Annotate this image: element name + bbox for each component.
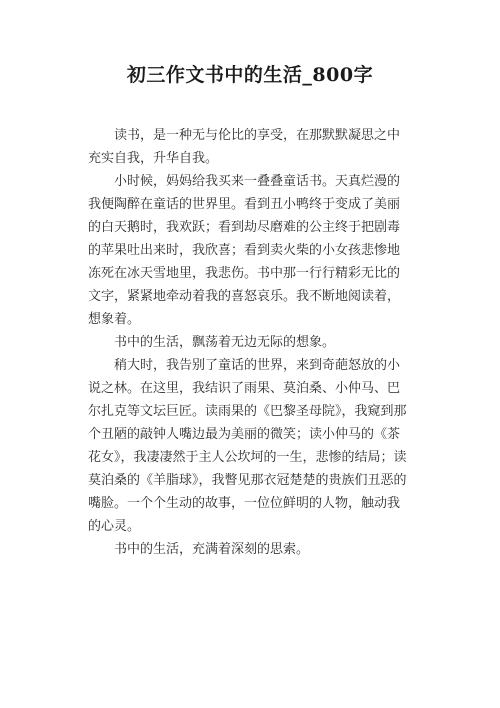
paragraph-1: 读书，是一种无与伦比的享受，在那默默凝思之中充实自我，升华自我。	[88, 128, 401, 166]
paragraph-5: 书中的生活，充满着深刻的思索。	[114, 542, 310, 557]
article-body	[88, 124, 412, 561]
page-title: 初三作文书中的生活_800字	[126, 64, 374, 86]
paragraph-2: 小时候，妈妈给我买来一叠叠童话书。天真烂漫的我便陶醉在童话的世界里。看到丑小鸭终于变成了美丽的白天鹅时，我欢跃；看到劫尽磨难的公主终于把剧毒的苹果吐出来时，我欣喜；看到卖火柴的小女孩悲惨地冻死在冰天雪地里，我悲伤。书中那一行行精彩无比的文字，紧紧地牵动着我的喜怒哀乐。我不断地阅读着，想象着。	[88, 174, 401, 327]
paragraph-4: 稍大时，我告别了童话的世界，来到奇葩怒放的小说之林。在这里，我结识了雨果、莫泊桑、小仲马、巴尔扎克等文坛巨匠。读雨果的《巴黎圣母院》，我窥到那个丑陋的敲钟人嘴边最为美丽的微笑；读小仲马的《茶花女》，我凄凄然于主人公坎坷的一生，悲惨的结局；读莫泊桑的《羊脂球》，我瞥见那衣冠楚楚的贵族们丑恶的嘴脸。一个个生动的故事，一位位鲜明的人物，触动我的心灵。	[88, 358, 407, 534]
paragraph-3: 书中的生活，飘荡着无边无际的想象。	[114, 335, 336, 350]
